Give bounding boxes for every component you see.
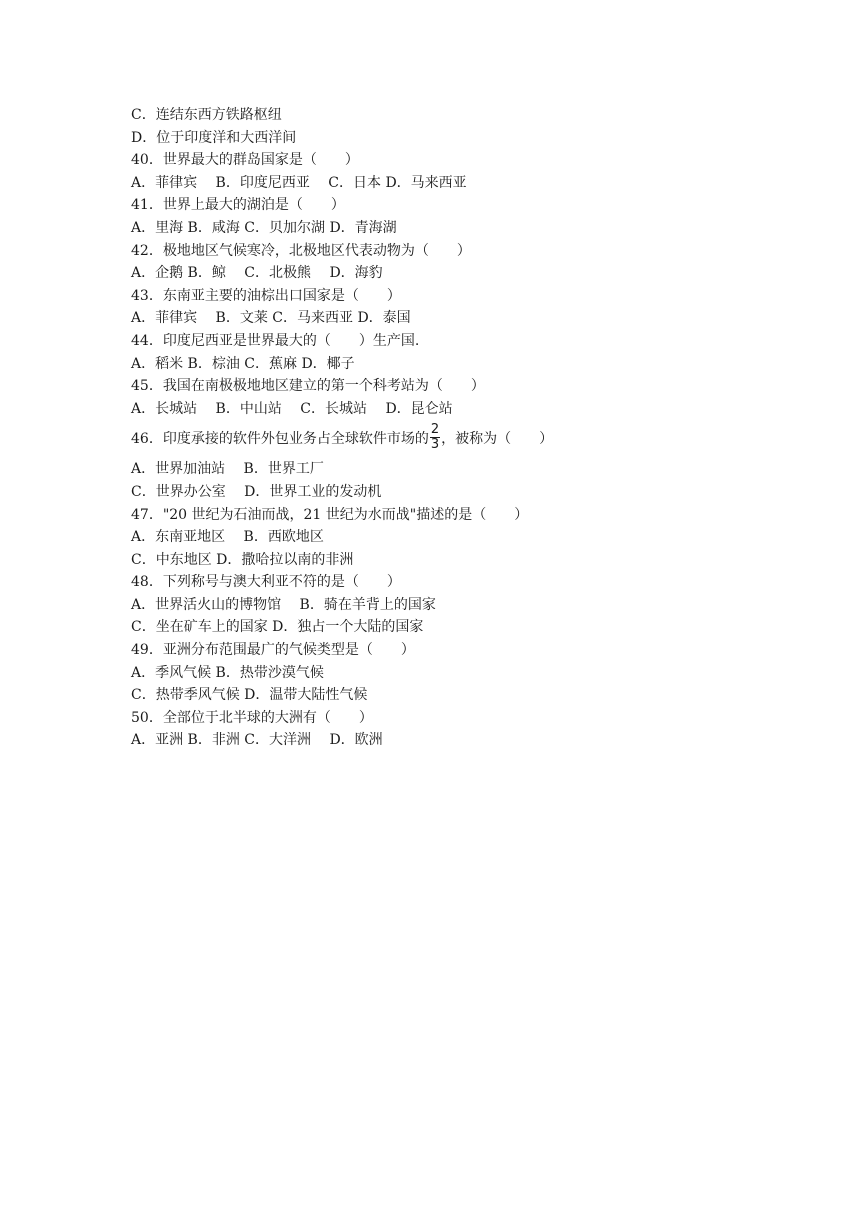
question-45: 45．我国在南极极地地区建立的第一个科考站为（ ） <box>131 378 485 395</box>
options-49-line-2: C．热带季风气候 D．温带大陆性气候 <box>131 687 368 704</box>
options-48-line-2: C．坐在矿车上的国家 D．独占一个大陆的国家 <box>131 619 424 636</box>
question-47: 47．"20 世纪为石油而战，21 世纪为水而战"描述的是（ ） <box>131 506 529 523</box>
options-42: A．企鹅 B．鲸 C．北极熊 D．海豹 <box>131 265 383 282</box>
question-48: 48．下列称号与澳大利亚不符的是（ ） <box>131 574 401 591</box>
options-45: A．长城站 B．中山站 C．长城站 D．昆仑站 <box>131 400 453 417</box>
question-46-text: 46．印度承接的软件外包业务占全球软件市场的 <box>131 431 429 448</box>
options-49-line-1: A．季风气候 B．热带沙漠气候 <box>131 664 324 681</box>
options-47-line-1: A．东南亚地区 B．西欧地区 <box>131 529 324 546</box>
options-41: A．里海 B．咸海 C．贝加尔湖 D．青海湖 <box>131 219 397 236</box>
fraction <box>430 423 440 452</box>
question-41: 41．世界上最大的湖泊是（ ） <box>131 197 345 214</box>
fraction-denominator: 3 <box>430 436 440 452</box>
question-46 <box>131 420 751 458</box>
fraction-numerator: 2 <box>430 421 440 437</box>
question-40: 40．世界最大的群岛国家是（ ） <box>131 152 359 169</box>
options-44: A．稻米 B．棕油 C．蕉麻 D．椰子 <box>131 355 355 372</box>
option-line: D．位于印度洋和大西洋间 <box>131 129 297 146</box>
option-line: C．连结东西方铁路枢纽 <box>131 107 282 123</box>
question-43: 43．东南亚主要的油棕出口国家是（ ） <box>131 287 401 304</box>
options-48-line-1: A．世界活火山的博物馆 B．骑在羊背上的国家 <box>131 596 436 613</box>
question-list <box>131 104 751 752</box>
options-46-line-1: A．世界加油站 B．世界工厂 <box>131 461 324 478</box>
options-43: A．菲律宾 B．文莱 C．马来西亚 D．泰国 <box>131 310 411 327</box>
options-47-line-2: C．中东地区 D．撒哈拉以南的非洲 <box>131 551 354 568</box>
options-40: A．菲律宾 B．印度尼西亚 C．日本 D．马来西亚 <box>131 174 467 191</box>
options-50: A．亚洲 B．非洲 C．大洋洲 D．欧洲 <box>131 732 383 749</box>
question-50: 50．全部位于北半球的大洲有（ ） <box>131 709 373 726</box>
question-49: 49．亚洲分布范围最广的气候类型是（ ） <box>131 642 415 659</box>
question-46-tail: ，被称为（ ） <box>441 431 554 448</box>
question-44: 44．印度尼西亚是世界最大的（ ）生产国. <box>131 332 420 349</box>
question-42: 42．极地地区气候寒冷，北极地区代表动物为（ ） <box>131 242 471 259</box>
options-46-line-2: C．世界办公室 D．世界工业的发动机 <box>131 483 382 500</box>
